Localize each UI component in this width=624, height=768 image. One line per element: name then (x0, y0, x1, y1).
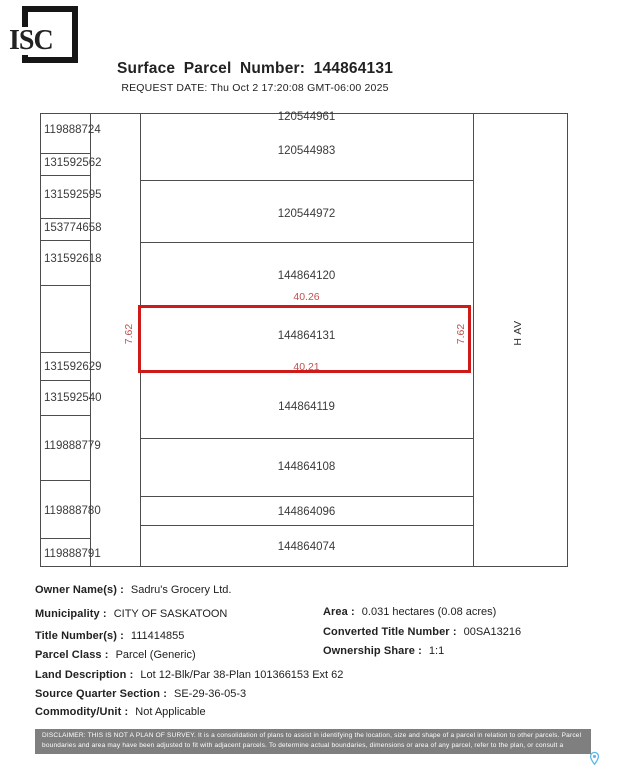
dimension-left: 7.62 (123, 323, 135, 345)
detail-row (35, 630, 184, 642)
isc-logo: ISC (9, 27, 57, 55)
detail-label: Parcel Class : (35, 649, 109, 661)
detail-value: Lot 12-Blk/Par 38-Plan 101366153 Ext 62 (140, 669, 344, 681)
parcel-boundary-line (473, 113, 474, 567)
detail-row (323, 606, 496, 618)
parcel-boundary-line (40, 480, 90, 481)
parcel-label: 119888791 (44, 548, 101, 560)
detail-value: 0.031 hectares (0.08 acres) (361, 606, 497, 618)
parcel-label: 120544961 (277, 111, 336, 123)
parcel-label: 144864096 (277, 506, 336, 518)
parcel-label: 131592618 (44, 253, 102, 265)
parcel-boundary-line (140, 438, 473, 439)
parcel-label: 131592540 (44, 392, 102, 404)
parcel-boundary-line (90, 113, 91, 567)
street-label: H AV (512, 320, 524, 346)
dimension-top: 40.26 (293, 291, 320, 303)
parcel-boundary-line (40, 175, 90, 176)
detail-row (35, 608, 227, 620)
request-date: REQUEST DATE: Thu Oct 2 17:20:08 GMT-06:00 2025 (121, 82, 389, 94)
detail-value: Sadru's Grocery Ltd. (130, 584, 232, 596)
detail-row (323, 645, 444, 657)
parcel-boundary-line (140, 496, 473, 497)
parcel-boundary-line (40, 380, 90, 381)
detail-label: Title Number(s) : (35, 630, 124, 642)
page-title: Surface Parcel Number: 144864131 (116, 60, 394, 77)
parcel-label: 144864119 (278, 401, 335, 413)
parcel-label: 144864120 (277, 270, 336, 282)
map-pin-icon[interactable] (589, 751, 600, 768)
detail-value: 111414855 (130, 630, 185, 642)
detail-value: 00SA13216 (463, 626, 522, 638)
detail-value: CITY OF SASKATOON (113, 608, 228, 620)
detail-row (35, 669, 343, 681)
parcel-label: 119888779 (44, 440, 101, 452)
parcel-label: 120544972 (277, 208, 336, 220)
highlighted-parcel-label: 144864131 (277, 330, 336, 342)
parcel-boundary-line (40, 352, 90, 353)
detail-label: Owner Name(s) : (35, 584, 124, 596)
detail-value: Parcel (Generic) (115, 649, 196, 661)
parcel-boundary-line (140, 180, 473, 181)
dimension-right: 7.62 (455, 323, 467, 345)
parcel-label: 131592562 (44, 157, 102, 169)
disclaimer-bar: DISCLAIMER: THIS IS NOT A PLAN OF SURVEY. It is a consolidation of plans to assist in identifying the location, size and shape of a parcel in relation to other parcels. Parcel boundaries and area may have been adjusted to fit with adjacent parcels. To determine actual boundaries, dimensions or area of any parcel, refer to the plan, or consult a surveyor. (35, 729, 591, 754)
detail-value: Not Applicable (135, 706, 206, 718)
detail-row (35, 649, 196, 661)
detail-label: Area : (323, 606, 355, 618)
parcel-boundary-line (40, 153, 90, 154)
map-pin-glyph (589, 751, 600, 768)
parcel-boundary-line (40, 218, 90, 219)
detail-label: Converted Title Number : (323, 626, 457, 638)
detail-label: Land Description : (35, 669, 134, 681)
parcel-boundary-line (40, 240, 90, 241)
parcel-label: 131592629 (44, 361, 102, 373)
detail-label: Ownership Share : (323, 645, 422, 657)
parcel-label: 144864108 (277, 461, 336, 473)
detail-label: Municipality : (35, 608, 107, 620)
parcel-boundary-line (40, 285, 90, 286)
detail-row (35, 706, 206, 718)
detail-row (35, 584, 231, 596)
parcel-label: 153774658 (44, 222, 102, 234)
detail-value: 1:1 (428, 645, 445, 657)
parcel-label: 144864074 (277, 541, 336, 553)
parcel-boundary-line (40, 538, 90, 539)
detail-row (35, 688, 246, 700)
detail-row (323, 626, 521, 638)
parcel-boundary-line (140, 525, 473, 526)
parcel-boundary-line (40, 415, 90, 416)
detail-value: SE-29-36-05-3 (174, 688, 247, 700)
detail-label: Commodity/Unit : (35, 706, 129, 718)
dimension-bottom: 40.21 (293, 361, 320, 373)
parcel-label: 131592595 (44, 189, 102, 201)
report-header (0, 60, 510, 94)
parcel-boundary-line (140, 242, 473, 243)
parcel-label: 120544983 (277, 145, 336, 157)
detail-label: Source Quarter Section : (35, 688, 167, 700)
parcel-label: 119888724 (44, 124, 101, 136)
parcel-label: 119888780 (44, 505, 101, 517)
